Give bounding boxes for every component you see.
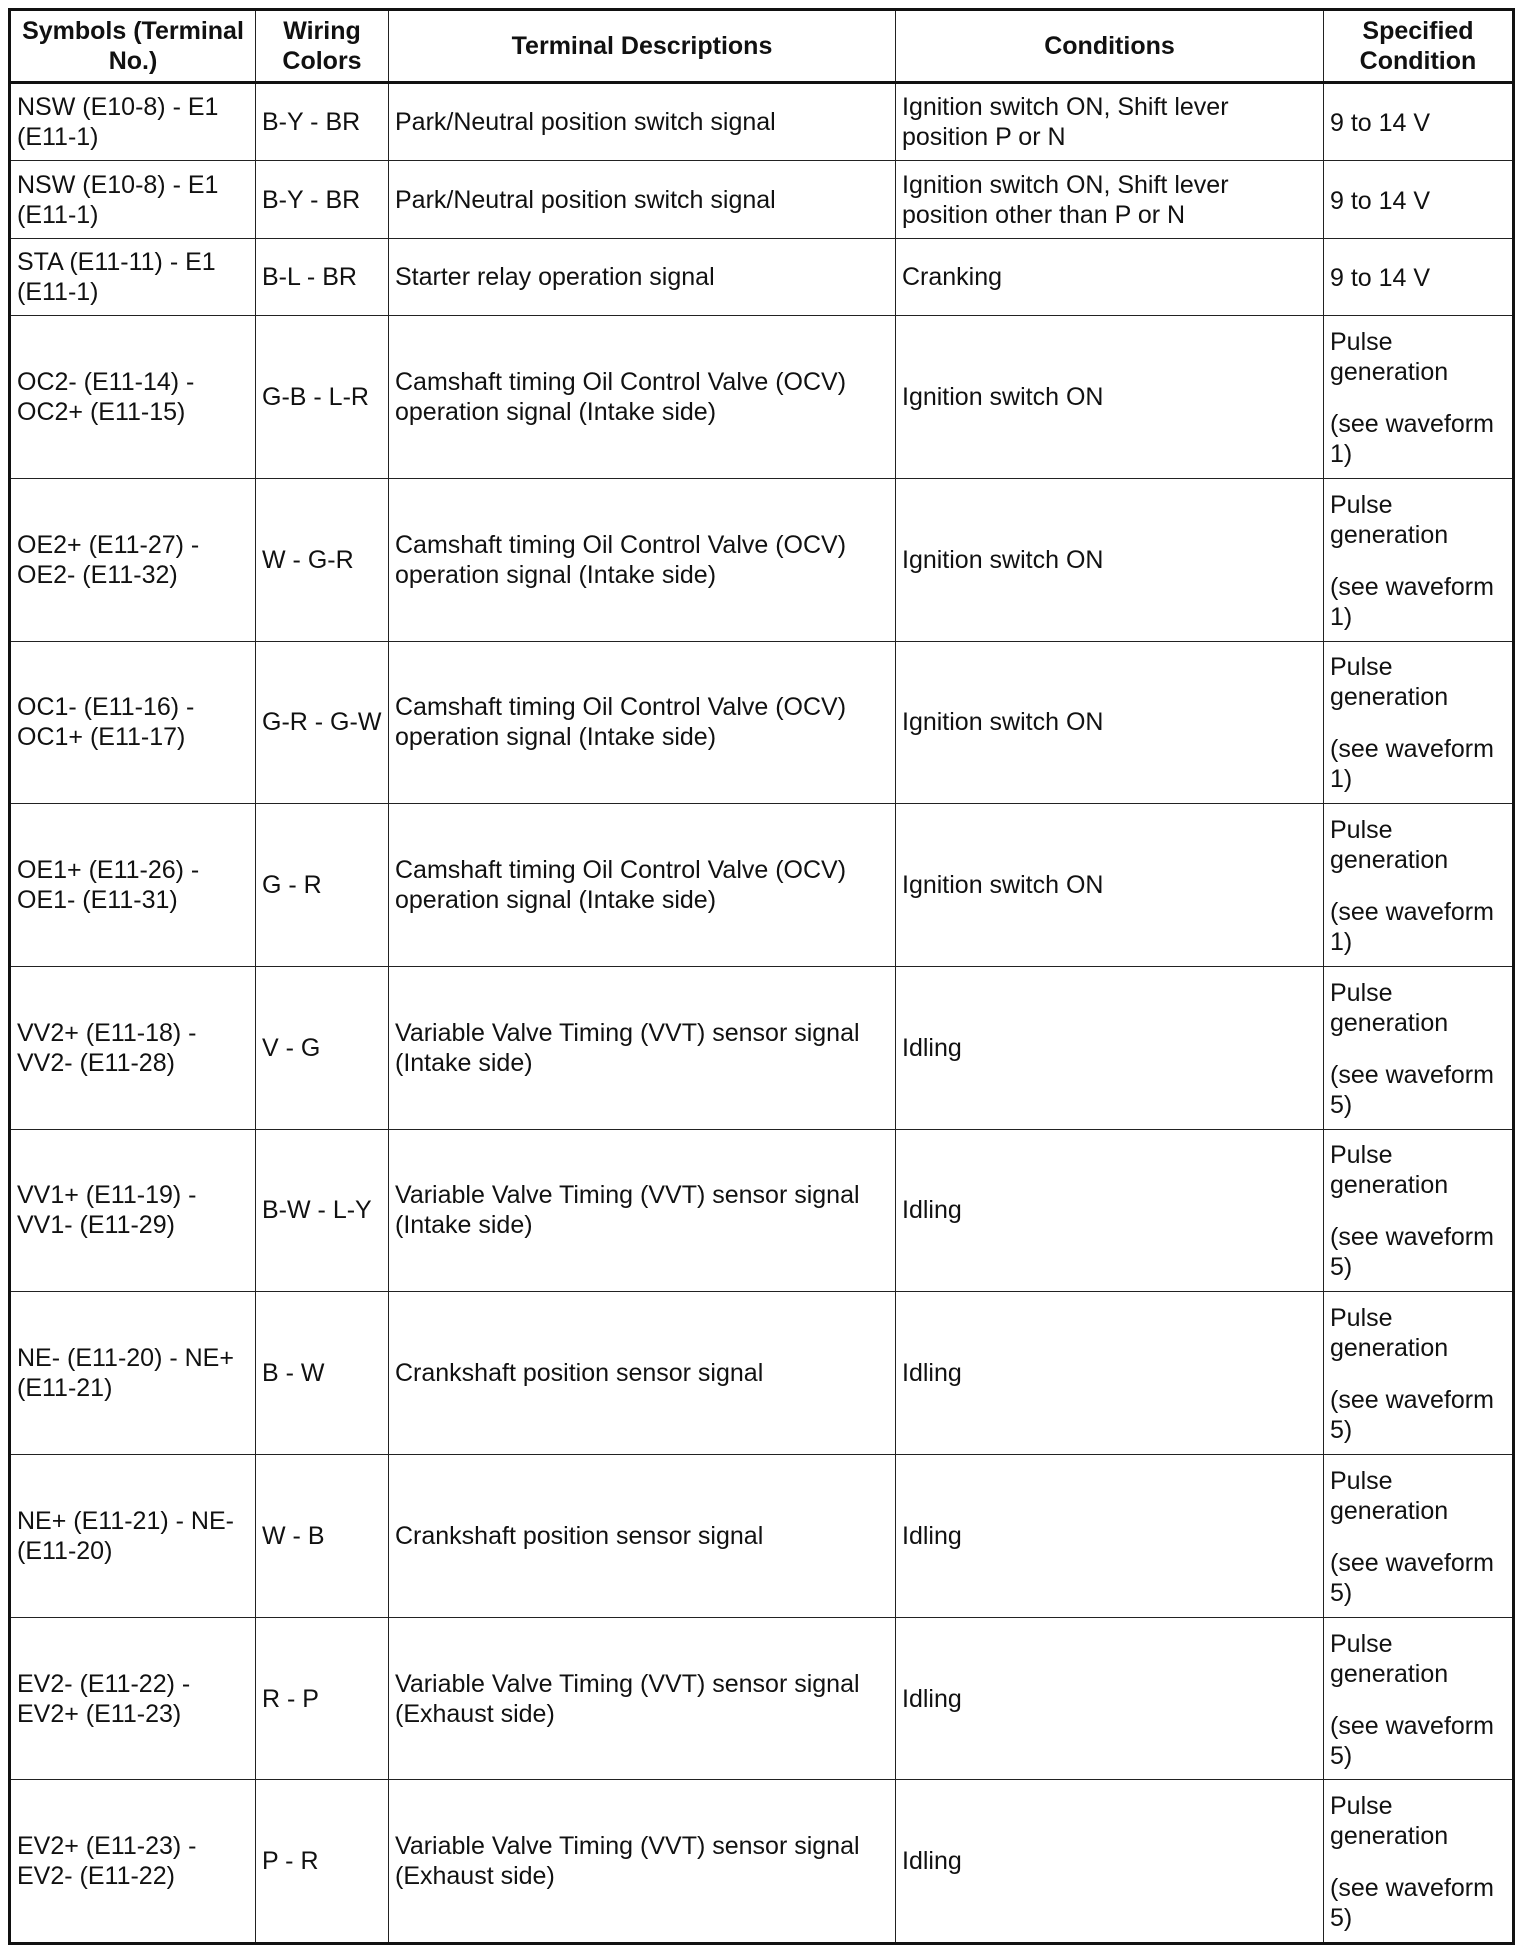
symbols-cell: OE2+ (E11-27) - OE2- (E11-32) [10, 478, 256, 641]
specified-condition-cell [1324, 641, 1514, 804]
table-row [10, 478, 1514, 641]
table-row [10, 966, 1514, 1129]
specified-value: Pulse generation [1330, 1792, 1449, 1851]
symbols-cell: OC2- (E11-14) - OC2+ (E11-15) [10, 316, 256, 479]
waveform-reference: (see waveform 5) [1330, 1223, 1494, 1282]
table-row [10, 1617, 1514, 1780]
symbols-cell: OC1- (E11-16) - OC1+ (E11-17) [10, 641, 256, 804]
specified-condition-cell [1324, 161, 1514, 238]
wiring-colors-cell: B - W [256, 1292, 389, 1455]
header-symbols: Symbols (Terminal No.) [10, 10, 256, 83]
header-specified-condition: Specified Condition [1324, 10, 1514, 83]
conditions-cell: Idling [896, 1129, 1324, 1292]
conditions-cell: Idling [896, 1292, 1324, 1455]
table-row [10, 1129, 1514, 1292]
wiring-colors-cell: B-L - BR [256, 238, 389, 315]
table-row [10, 1780, 1514, 1944]
conditions-cell: Idling [896, 1454, 1324, 1617]
specified-value: 9 to 14 V [1330, 186, 1431, 215]
symbols-cell: OE1+ (E11-26) - OE1- (E11-31) [10, 804, 256, 967]
symbols-cell: EV2- (E11-22) - EV2+ (E11-23) [10, 1617, 256, 1780]
waveform-reference: (see waveform 1) [1330, 410, 1494, 469]
table-row [10, 83, 1514, 161]
table-row [10, 804, 1514, 967]
symbols-cell: NE+ (E11-21) - NE- (E11-20) [10, 1454, 256, 1617]
table-row [10, 161, 1514, 238]
wiring-colors-cell: B-W - L-Y [256, 1129, 389, 1292]
description-cell: Camshaft timing Oil Control Valve (OCV) operation signal (Intake side) [389, 804, 896, 967]
table-row [10, 1292, 1514, 1455]
table-row [10, 316, 1514, 479]
header-terminal-descriptions: Terminal Descriptions [389, 10, 896, 83]
description-cell: Park/Neutral position switch signal [389, 83, 896, 161]
specified-condition-cell [1324, 1780, 1514, 1944]
waveform-reference: (see waveform 1) [1330, 572, 1494, 631]
description-cell: Variable Valve Timing (VVT) sensor signal (Exhaust side) [389, 1617, 896, 1780]
description-cell: Crankshaft position sensor signal [389, 1292, 896, 1455]
header-wiring-colors: Wiring Colors [256, 10, 389, 83]
specified-condition-cell [1324, 83, 1514, 161]
specified-value: Pulse generation [1330, 1141, 1449, 1200]
conditions-cell: Ignition switch ON, Shift lever position P or N [896, 83, 1324, 161]
waveform-reference: (see waveform 5) [1330, 1548, 1494, 1607]
table-row [10, 238, 1514, 315]
description-cell: Camshaft timing Oil Control Valve (OCV) operation signal (Intake side) [389, 316, 896, 479]
wiring-colors-cell: P - R [256, 1780, 389, 1944]
specified-value: Pulse generation [1330, 978, 1449, 1037]
description-cell: Variable Valve Timing (VVT) sensor signal (Exhaust side) [389, 1780, 896, 1944]
symbols-cell: STA (E11-11) - E1 (E11-1) [10, 238, 256, 315]
specified-value: Pulse generation [1330, 653, 1449, 712]
specified-value: Pulse generation [1330, 1304, 1449, 1363]
specified-value: Pulse generation [1330, 1466, 1449, 1525]
description-cell: Variable Valve Timing (VVT) sensor signal (Intake side) [389, 1129, 896, 1292]
symbols-cell: EV2+ (E11-23) - EV2- (E11-22) [10, 1780, 256, 1944]
specified-condition-cell [1324, 1292, 1514, 1455]
header-conditions: Conditions [896, 10, 1324, 83]
symbols-cell: NE- (E11-20) - NE+ (E11-21) [10, 1292, 256, 1455]
description-cell: Starter relay operation signal [389, 238, 896, 315]
table-row [10, 641, 1514, 804]
conditions-cell: Idling [896, 1617, 1324, 1780]
specified-value: Pulse generation [1330, 490, 1449, 549]
conditions-cell: Ignition switch ON, Shift lever position other than P or N [896, 161, 1324, 238]
specified-value: Pulse generation [1330, 328, 1449, 387]
description-cell: Variable Valve Timing (VVT) sensor signal (Intake side) [389, 966, 896, 1129]
conditions-cell: Cranking [896, 238, 1324, 315]
specified-condition-cell [1324, 966, 1514, 1129]
wiring-colors-cell: B-Y - BR [256, 83, 389, 161]
waveform-reference: (see waveform 5) [1330, 1060, 1494, 1119]
wiring-colors-cell: B-Y - BR [256, 161, 389, 238]
waveform-reference: (see waveform 5) [1330, 1386, 1494, 1445]
conditions-cell: Ignition switch ON [896, 641, 1324, 804]
waveform-reference: (see waveform 1) [1330, 735, 1494, 794]
specified-condition-cell [1324, 238, 1514, 315]
description-cell: Camshaft timing Oil Control Valve (OCV) operation signal (Intake side) [389, 641, 896, 804]
specified-condition-cell [1324, 804, 1514, 967]
terminal-table [8, 8, 1515, 1945]
specified-condition-cell [1324, 1454, 1514, 1617]
description-cell: Crankshaft position sensor signal [389, 1454, 896, 1617]
specified-value: 9 to 14 V [1330, 109, 1431, 138]
specified-value: Pulse generation [1330, 816, 1449, 875]
waveform-reference: (see waveform 5) [1330, 1711, 1494, 1770]
symbols-cell: NSW (E10-8) - E1 (E11-1) [10, 83, 256, 161]
header-row [10, 10, 1514, 83]
symbols-cell: VV2+ (E11-18) - VV2- (E11-28) [10, 966, 256, 1129]
wiring-colors-cell: W - B [256, 1454, 389, 1617]
wiring-colors-cell: W - G-R [256, 478, 389, 641]
conditions-cell: Idling [896, 1780, 1324, 1944]
specified-value: 9 to 14 V [1330, 263, 1431, 292]
conditions-cell: Ignition switch ON [896, 316, 1324, 479]
conditions-cell: Ignition switch ON [896, 804, 1324, 967]
specified-condition-cell [1324, 478, 1514, 641]
table-row [10, 1454, 1514, 1617]
symbols-cell: NSW (E10-8) - E1 (E11-1) [10, 161, 256, 238]
waveform-reference: (see waveform 1) [1330, 898, 1494, 957]
specified-condition-cell [1324, 1617, 1514, 1780]
waveform-reference: (see waveform 5) [1330, 1874, 1494, 1933]
specified-value: Pulse generation [1330, 1629, 1449, 1688]
description-cell: Camshaft timing Oil Control Valve (OCV) operation signal (Intake side) [389, 478, 896, 641]
symbols-cell: VV1+ (E11-19) - VV1- (E11-29) [10, 1129, 256, 1292]
wiring-colors-cell: R - P [256, 1617, 389, 1780]
specified-condition-cell [1324, 316, 1514, 479]
conditions-cell: Idling [896, 966, 1324, 1129]
wiring-colors-cell: V - G [256, 966, 389, 1129]
table-body [10, 83, 1514, 1944]
wiring-colors-cell: G-R - G-W [256, 641, 389, 804]
conditions-cell: Ignition switch ON [896, 478, 1324, 641]
wiring-colors-cell: G-B - L-R [256, 316, 389, 479]
description-cell: Park/Neutral position switch signal [389, 161, 896, 238]
specified-condition-cell [1324, 1129, 1514, 1292]
wiring-colors-cell: G - R [256, 804, 389, 967]
